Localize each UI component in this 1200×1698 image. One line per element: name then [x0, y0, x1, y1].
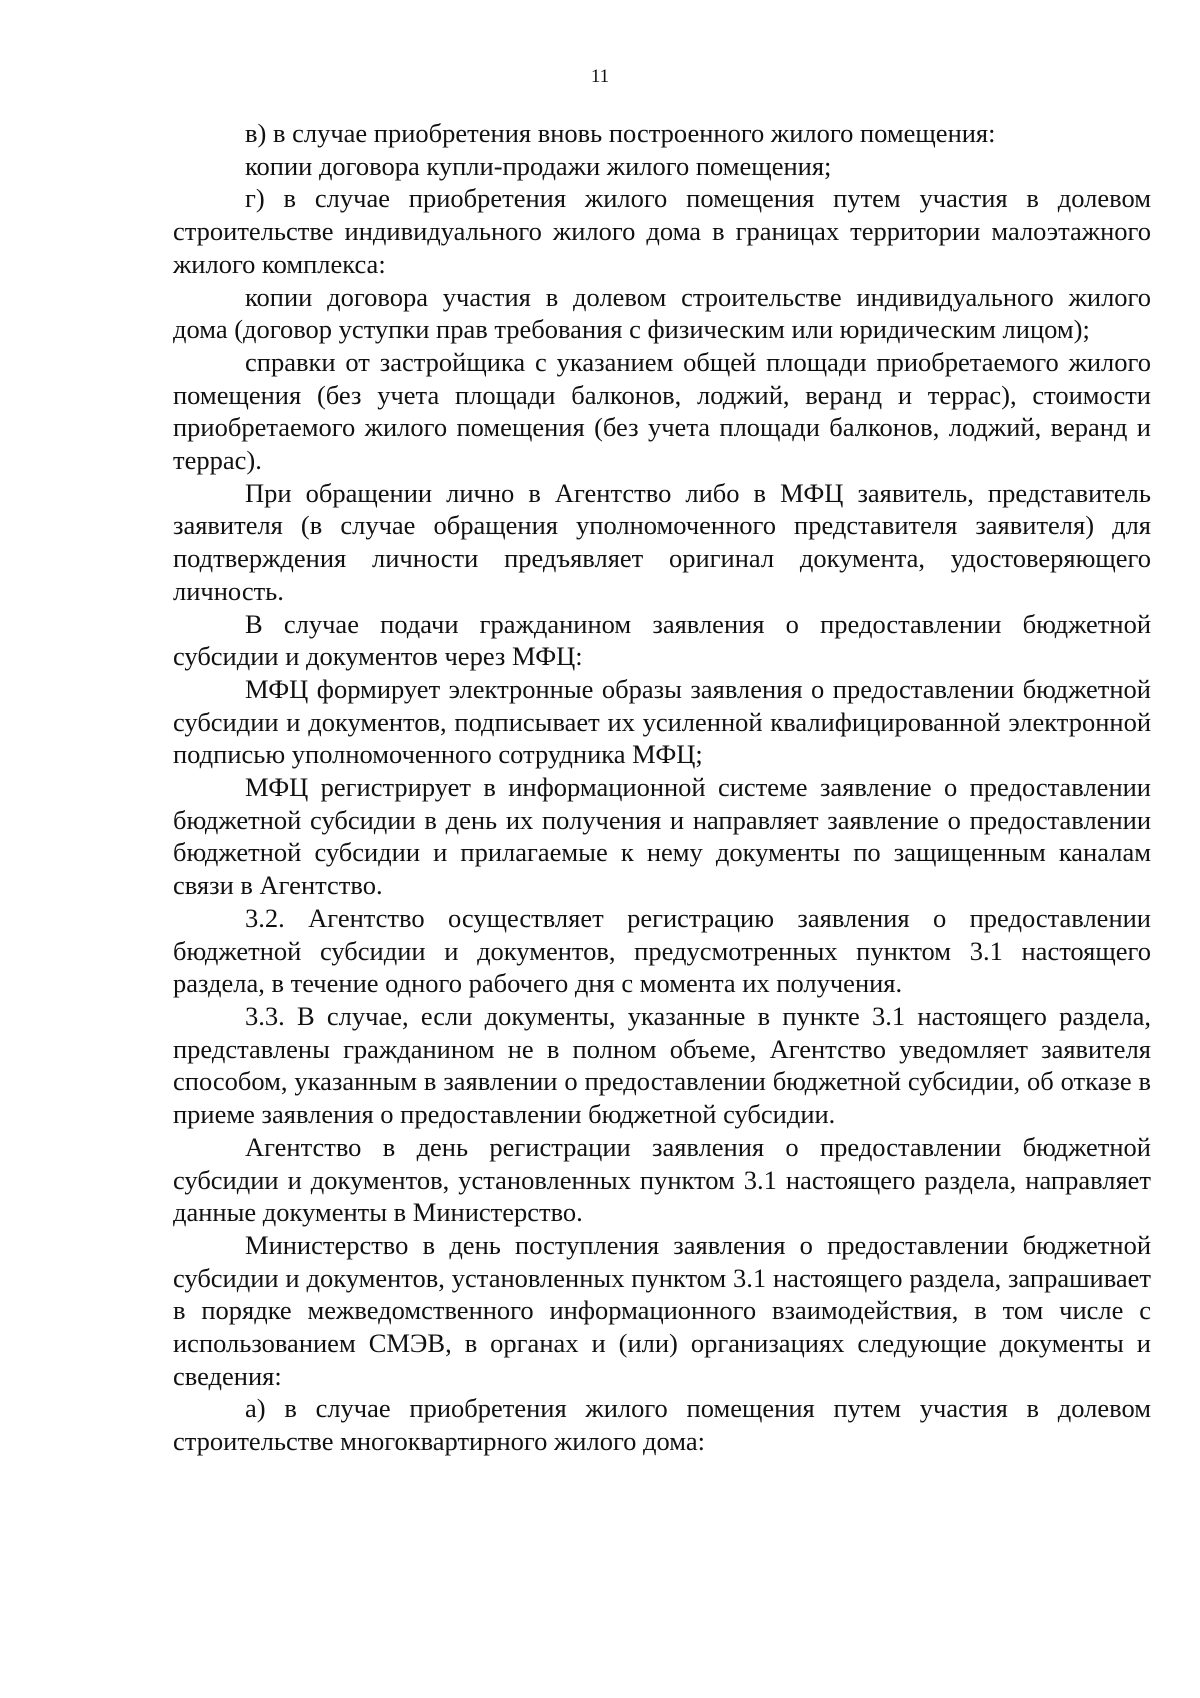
paragraph: В случае подачи гражданином заявления о предоставлении бюджетной субсидии и документов через МФЦ:: [173, 608, 1151, 672]
paragraph: в) в случае приобретения вновь построенного жилого помещения:: [245, 118, 996, 148]
page-number: 11: [590, 66, 610, 87]
paragraph: копии договора участия в долевом строительстве индивидуального жилого дома (договор уступки прав требования с физическим или юридическим лицом);: [173, 281, 1151, 345]
paragraph: справки от застройщика с указанием общей площади приобретаемого жилого помещения (без учета площади балконов, лоджий, веранд и террас), стоимости приобретаемого жилого помещения (без учета площади балконов, лоджий, веранд и террас).: [173, 346, 1151, 476]
paragraph: г) в случае приобретения жилого помещения путем участия в долевом строительстве индивидуального жилого дома в границах территории малоэтажного жилого комплекса:: [173, 183, 1151, 279]
paragraph: МФЦ регистрирует в информационной системе заявление о предоставлении бюджетной субсидии в день их получения и направляет заявление о предоставлении бюджетной субсидии и прилагаемые к нему документы по защищенным каналам связи в Агентство.: [173, 772, 1151, 901]
paragraph: копии договора купли-продажи жилого помещения;: [245, 150, 832, 181]
paragraph: При обращении лично в Агентство либо в МФЦ заявитель, представитель заявителя (в случае обращения уполномоченного представителя заявителя) для подтверждения личности предъявляет оригинал документа, удостоверяющего личность.: [173, 477, 1151, 606]
paragraph: 3.2. Агентство осуществляет регистрацию заявления о предоставлении бюджетной субсидии и документов, предусмотренных пунктом 3.1 настоящего раздела, в течение одного рабочего дня с момента их получения.: [173, 902, 1151, 999]
document-body: [173, 117, 1151, 1458]
paragraph: Министерство в день поступления заявления о предоставлении бюджетной субсидии и документов, установленных пунктом 3.1 настоящего раздела, запрашивает в порядке межведомственного информационного взаимодействия, в том числе с использованием СМЭВ, в органах и (или) организациях следующие документы и сведения:: [173, 1229, 1151, 1391]
paragraph: МФЦ формирует электронные образы заявления о предоставлении бюджетной субсидии и документов, подписывает их усиленной квалифицированной электронной подписью уполномоченного сотрудника МФЦ;: [173, 673, 1151, 770]
paragraph: 3.3. В случае, если документы, указанные в пункте 3.1 настоящего раздела, представлены гражданином не в полном объеме, Агентство уведомляет заявителя способом, указанным в заявлении о предоставлении бюджетной субсидии, об отказе в приеме заявления о предоставлении бюджетной субсидии.: [173, 1000, 1151, 1130]
paragraph: а) в случае приобретения жилого помещения путем участия в долевом строительстве многоквартирного жилого дома:: [173, 1393, 1151, 1457]
paragraph: Агентство в день регистрации заявления о предоставлении бюджетной субсидии и документов, установленных пунктом 3.1 настоящего раздела, направляет данные документы в Министерство.: [173, 1131, 1151, 1228]
